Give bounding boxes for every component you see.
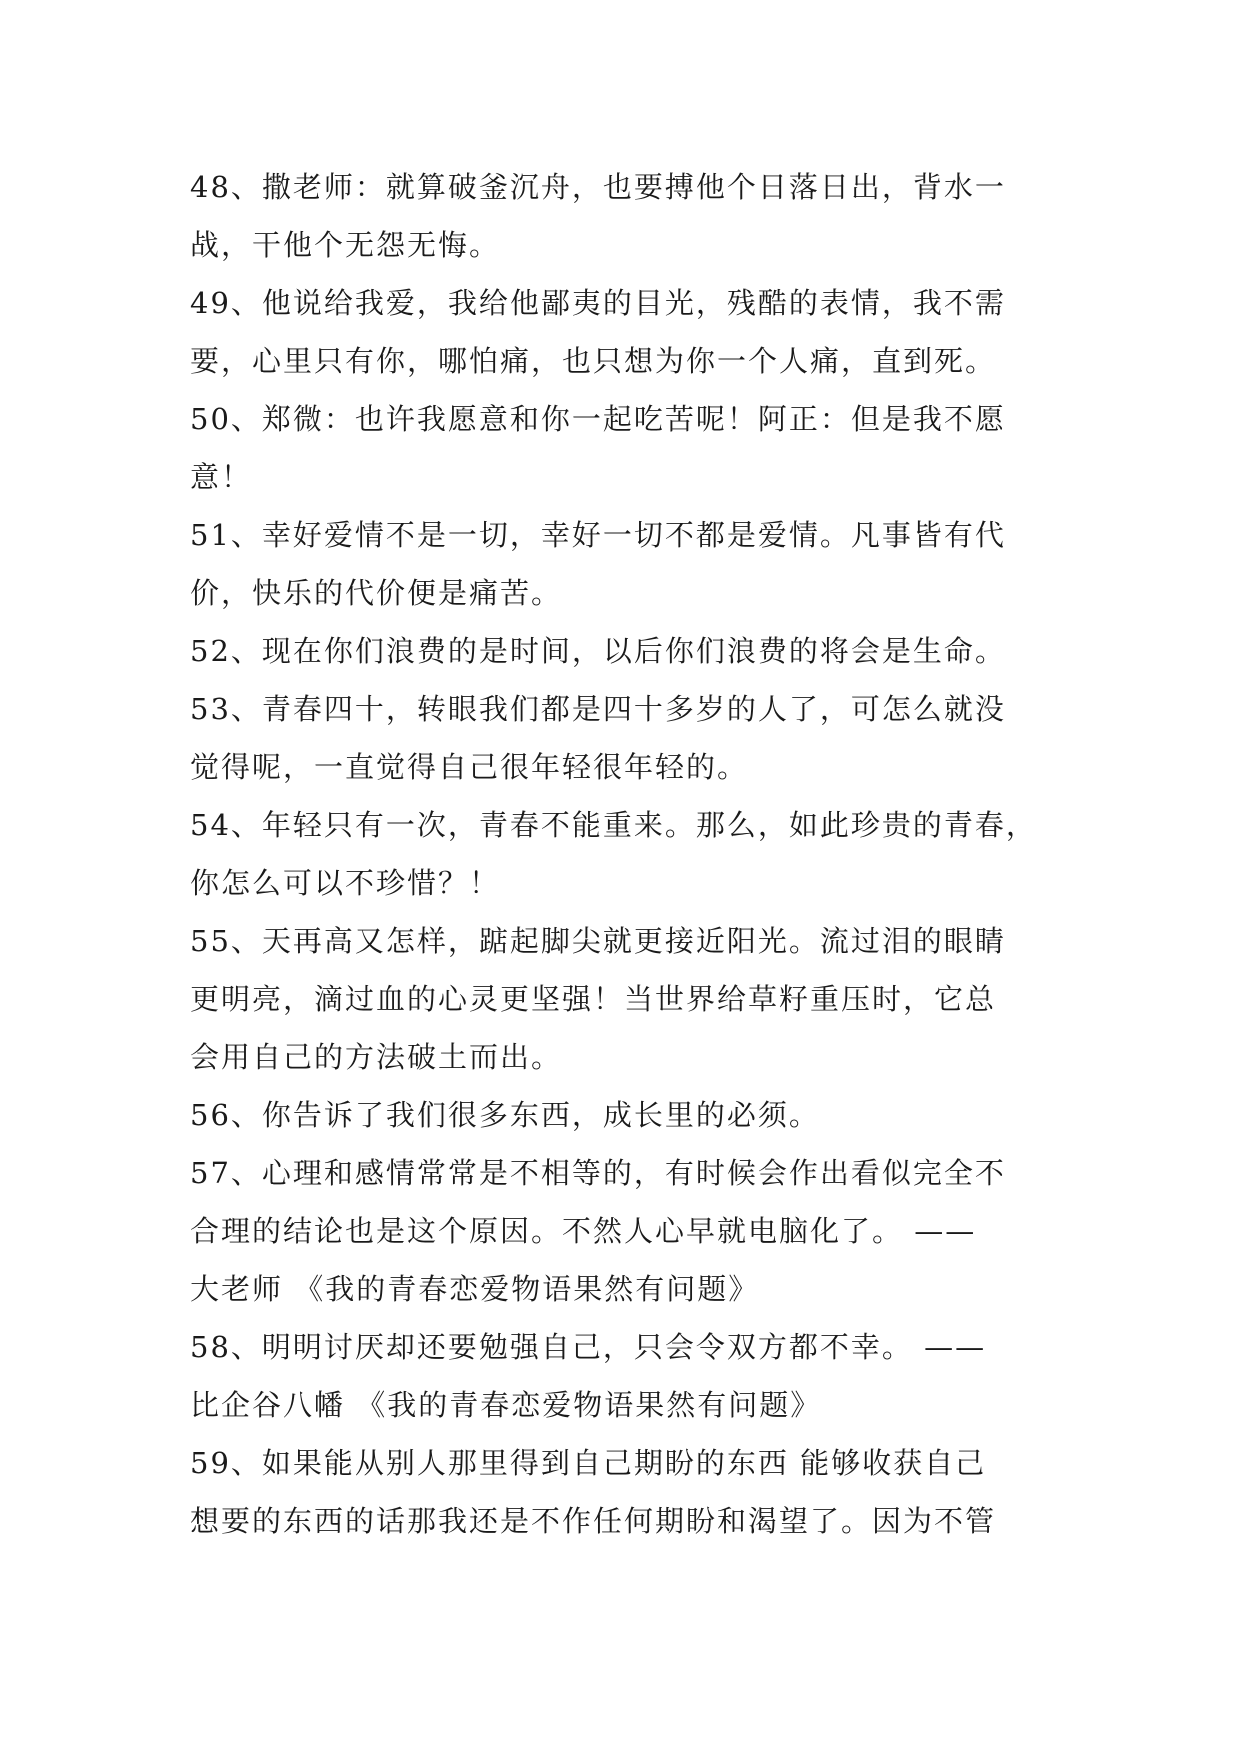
text-line: 要，心里只有你，哪怕痛，也只想为你一个人痛，直到死。 — [190, 344, 997, 378]
text-line: 大老师 《我的青春恋爱物语果然有问题》 — [190, 1272, 760, 1306]
text-line: 49、他说给我爱，我给他鄙夷的目光，残酷的表情，我不需 — [190, 286, 1006, 320]
text-line: 57、心理和感情常常是不相等的，有时候会作出看似完全不 — [190, 1156, 1006, 1190]
text-line: 55、天再高又怎样，踮起脚尖就更接近阳光。流过泪的眼睛 — [190, 924, 1006, 958]
text-line: 54、年轻只有一次，青春不能重来。那么，如此珍贵的青春， — [190, 808, 1037, 842]
text-line: 56、你告诉了我们很多东西，成长里的必须。 — [190, 1098, 820, 1132]
text-line: 52、现在你们浪费的是时间，以后你们浪费的将会是生命。 — [190, 634, 1006, 668]
text-line: 合理的结论也是这个原因。不然人心早就电脑化了。 —— — [190, 1214, 977, 1248]
text-line: 51、幸好爱情不是一切，幸好一切不都是爱情。凡事皆有代 — [190, 518, 1006, 552]
text-line: 你怎么可以不珍惜？！ — [190, 866, 501, 900]
text-line: 59、如果能从别人那里得到自己期盼的东西 能够收获自己 — [190, 1446, 987, 1480]
text-line: 58、明明讨厌却还要勉强自己，只会令双方都不幸。 —— — [190, 1330, 987, 1364]
document-body — [190, 158, 1070, 1550]
text-line: 想要的东西的话那我还是不作任何期盼和渴望了。因为不管 — [190, 1504, 997, 1538]
text-line: 48、撒老师：就算破釜沉舟，也要搏他个日落日出，背水一 — [190, 170, 1006, 204]
text-line: 更明亮，滴过血的心灵更坚强！当世界给草籽重压时，它总 — [190, 982, 997, 1016]
text-line: 觉得呢，一直觉得自己很年轻很年轻的。 — [190, 750, 749, 784]
text-line: 意！ — [190, 460, 253, 494]
text-line: 价，快乐的代价便是痛苦。 — [190, 576, 563, 610]
text-line: 会用自己的方法破土而出。 — [190, 1040, 563, 1074]
text-line: 战，干他个无怨无悔。 — [190, 228, 501, 262]
text-line: 53、青春四十，转眼我们都是四十多岁的人了，可怎么就没 — [190, 692, 1006, 726]
text-line: 50、郑微：也许我愿意和你一起吃苦呢！阿正：但是我不愿 — [190, 402, 1006, 436]
text-line: 比企谷八幡 《我的青春恋爱物语果然有问题》 — [190, 1388, 822, 1422]
